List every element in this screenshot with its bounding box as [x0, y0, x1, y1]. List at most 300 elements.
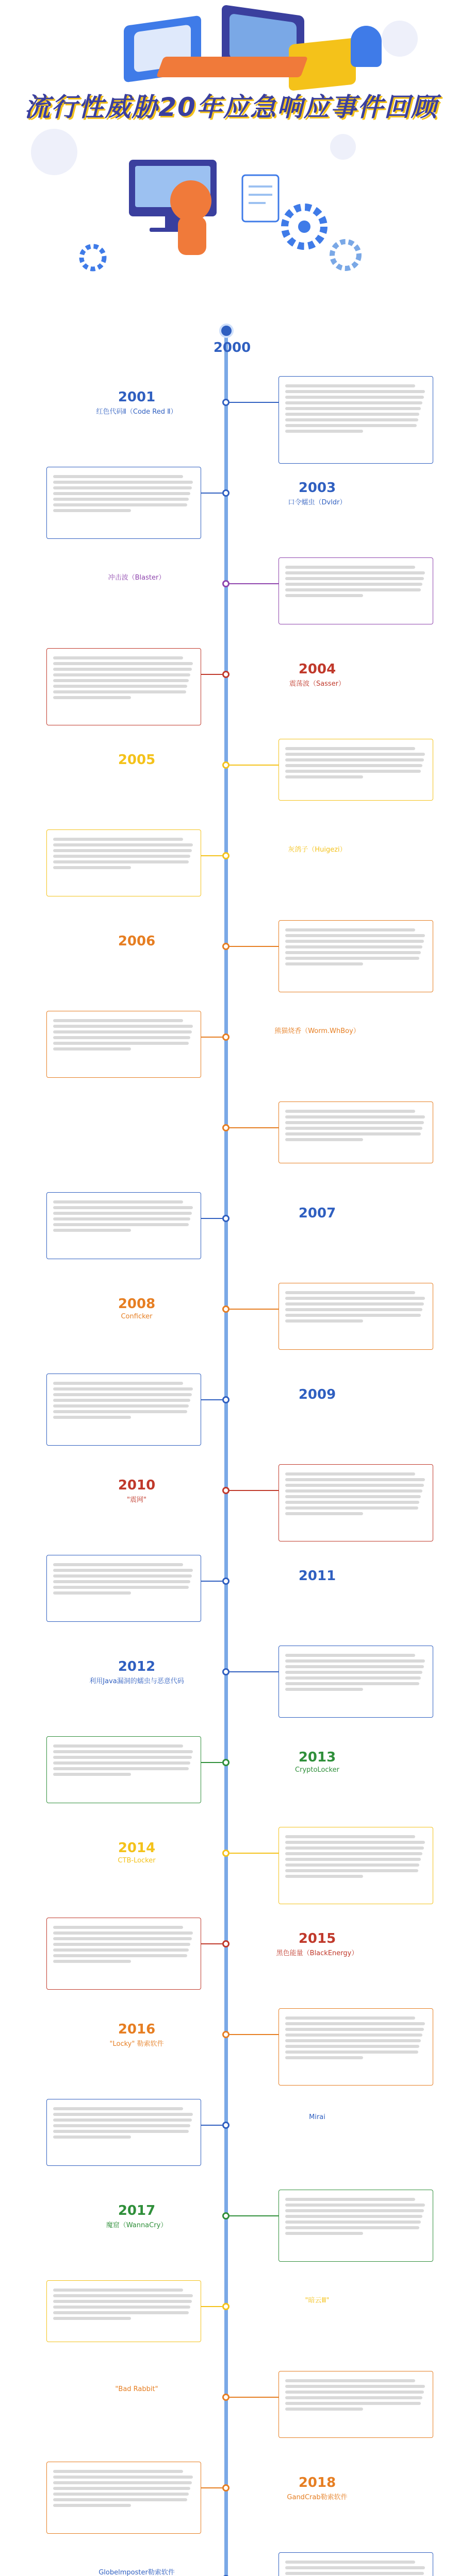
event-description-card	[46, 1736, 201, 1803]
timeline-node	[222, 1033, 230, 1041]
event-description-card	[278, 2371, 433, 2438]
timeline-connector	[201, 1943, 222, 1944]
card-text-line	[53, 1931, 193, 1935]
card-text-line	[285, 1846, 424, 1850]
card-text-line	[53, 2476, 193, 2479]
timeline-connector	[230, 2397, 278, 2398]
card-text-line	[53, 2294, 193, 2297]
timeline-node	[222, 1759, 230, 1766]
card-text-line	[285, 2391, 424, 2394]
card-text-line	[285, 2379, 415, 2382]
card-text-line	[53, 2130, 189, 2133]
card-text-line	[53, 1229, 131, 1232]
card-text-line	[285, 928, 415, 931]
event-year: 2014	[118, 1840, 156, 1856]
card-text-line	[53, 1025, 193, 1028]
card-text-line	[53, 679, 189, 682]
card-text-line	[53, 668, 192, 671]
card-text-line	[285, 1682, 419, 1685]
card-text-line	[53, 1586, 189, 1589]
card-text-line	[53, 2487, 190, 2490]
card-text-line	[53, 1410, 187, 1413]
timeline-node	[222, 852, 230, 859]
timeline-connector	[230, 1853, 278, 1854]
timeline-connector	[201, 2125, 222, 2126]
card-text-line	[285, 1121, 424, 1124]
event-description-card	[46, 829, 201, 896]
card-text-line	[285, 1665, 424, 1668]
card-text-line	[285, 1852, 422, 1855]
timeline-node	[222, 1940, 230, 1947]
card-text-line	[53, 486, 192, 489]
card-text-line	[285, 1110, 415, 1113]
event-description-card	[278, 1101, 433, 1163]
timeline-connector	[201, 855, 222, 856]
card-text-line	[285, 2209, 424, 2212]
timeline-connector	[201, 1218, 222, 1219]
event-description-card	[46, 2099, 201, 2166]
timeline-node	[222, 943, 230, 950]
timeline-node	[222, 1306, 230, 1313]
event-description-card	[278, 2008, 433, 2086]
timeline-connector	[230, 1671, 278, 1672]
card-text-line	[53, 1761, 190, 1765]
event-year: 2010	[118, 1478, 156, 1493]
card-text-line	[285, 396, 424, 399]
timeline-node	[222, 761, 230, 769]
card-text-line	[285, 1132, 421, 1136]
card-text-line	[53, 1744, 183, 1748]
event-year: 2013	[298, 1750, 336, 1765]
card-text-line	[285, 1688, 363, 1691]
event-name: "暗云Ⅲ"	[305, 2297, 330, 2304]
card-text-line	[285, 1654, 415, 1657]
event-name: 震荡波（Sasser）	[289, 680, 346, 688]
card-text-line	[53, 1404, 189, 1408]
event-year: 2018	[298, 2475, 336, 2490]
timeline-event-label	[62, 752, 211, 769]
timeline-event-label	[242, 662, 392, 688]
card-text-line	[285, 2385, 425, 2388]
card-text-line	[285, 1308, 422, 1311]
card-text-line	[285, 588, 421, 591]
card-text-line	[285, 2221, 421, 2224]
card-text-line	[285, 1875, 363, 1878]
event-description-card	[46, 467, 201, 539]
event-description-card	[46, 648, 201, 725]
document-icon	[242, 175, 278, 222]
event-name: 红色代码Ⅱ（Code Red Ⅱ）	[96, 408, 177, 416]
event-name: 冲击波（Blaster）	[108, 574, 166, 582]
timeline-connector	[230, 583, 278, 584]
event-year: 2001	[118, 389, 156, 405]
event-description-card	[46, 1374, 201, 1446]
timeline-event-label	[242, 1206, 392, 1222]
card-text-line	[53, 1937, 192, 1940]
gear-icon	[332, 242, 359, 268]
page-title: 流行性威胁20年应急响应事件回顾	[24, 92, 438, 122]
timeline-connector	[201, 1037, 222, 1038]
timeline-event-label	[62, 934, 211, 950]
card-text-line	[285, 2204, 425, 2207]
card-text-line	[53, 2300, 192, 2303]
card-text-line	[285, 945, 422, 948]
card-text-line	[285, 384, 415, 387]
timeline-connector	[230, 2034, 278, 2035]
event-name: "Bad Rabbit"	[115, 2385, 158, 2393]
timeline-event-label	[242, 1750, 392, 1774]
card-text-line	[53, 690, 186, 693]
card-text-line	[285, 940, 424, 943]
card-text-line	[53, 2107, 183, 2110]
event-description-card	[278, 557, 433, 624]
card-text-line	[285, 1835, 415, 1838]
card-text-line	[53, 1399, 190, 1402]
card-text-line	[285, 413, 419, 416]
card-text-line	[285, 1115, 425, 1118]
decorative-circle	[382, 21, 418, 57]
card-text-line	[285, 1297, 425, 1300]
card-text-line	[285, 2050, 418, 2054]
timeline-connector	[230, 1309, 278, 1310]
timeline-event-label	[62, 1478, 211, 1504]
timeline-event-label	[242, 480, 392, 506]
timeline-node	[222, 1396, 230, 1403]
card-text-line	[285, 2022, 425, 2025]
timeline-connector	[230, 946, 278, 947]
timeline-connector	[201, 674, 222, 675]
timeline-node	[222, 2303, 230, 2310]
card-text-line	[285, 1127, 422, 1130]
card-text-line	[53, 1042, 189, 1045]
card-text-line	[53, 1217, 190, 1221]
timeline-event-label	[62, 1840, 211, 1865]
timeline-node	[222, 489, 230, 497]
card-text-line	[53, 509, 131, 512]
timeline-node	[222, 2122, 230, 2129]
card-text-line	[53, 1948, 189, 1952]
event-name: Conficker	[121, 1313, 153, 1320]
card-text-line	[53, 1393, 192, 1396]
card-text-line	[53, 1563, 183, 1566]
event-name: 利用Java漏洞的蠕虫与恶意代码	[89, 1677, 184, 1685]
event-description-card	[278, 1646, 433, 1718]
event-description-card	[278, 1283, 433, 1350]
timeline-event-label	[62, 2566, 211, 2576]
card-text-line	[285, 2016, 415, 2020]
card-text-line	[285, 957, 419, 960]
event-description-card	[278, 2190, 433, 2262]
event-description-card	[278, 739, 433, 801]
card-text-line	[53, 1756, 192, 1759]
card-text-line	[285, 2408, 363, 2411]
timeline-connector	[230, 402, 278, 403]
card-text-line	[285, 2396, 422, 2399]
card-text-line	[53, 1030, 192, 1033]
card-text-line	[285, 1319, 363, 1323]
card-text-line	[285, 2561, 415, 2564]
gear-icon	[81, 246, 104, 269]
timeline-event-label	[62, 1115, 211, 1116]
event-description-card	[46, 2280, 201, 2342]
card-text-line	[53, 1212, 192, 1215]
card-text-line	[285, 1676, 421, 1680]
card-text-line	[53, 1750, 193, 1753]
shield-icon	[351, 26, 382, 67]
timeline-event-label	[62, 2384, 211, 2393]
card-text-line	[53, 492, 190, 495]
card-text-line	[53, 849, 192, 852]
event-description-card	[278, 1827, 433, 1904]
timeline-event-label	[62, 389, 211, 416]
card-text-line	[285, 1484, 424, 1487]
card-text-line	[285, 1858, 421, 1861]
card-text-line	[53, 2311, 189, 2314]
timeline-node	[222, 1124, 230, 1131]
card-text-line	[285, 1314, 421, 1317]
event-year: 2012	[118, 1659, 156, 1674]
event-year: 2016	[118, 2022, 156, 2037]
card-text-line	[53, 1580, 190, 1583]
card-text-line	[285, 2028, 424, 2031]
timeline-event-label	[62, 2203, 211, 2229]
card-text-line	[285, 753, 425, 756]
timeline-node	[222, 1668, 230, 1675]
timeline-node	[222, 1215, 230, 1222]
card-text-line	[53, 1200, 183, 1204]
event-description-card	[278, 1464, 433, 1541]
card-text-line	[53, 2493, 189, 2496]
card-text-line	[53, 2470, 183, 2473]
event-year: 2003	[298, 480, 336, 496]
timeline-event-label	[62, 1296, 211, 1320]
card-text-line	[53, 1960, 131, 1963]
card-text-line	[285, 934, 425, 937]
timeline-connector	[201, 1762, 222, 1763]
event-description-card	[46, 2462, 201, 2534]
card-text-line	[53, 1591, 131, 1595]
timeline-node	[222, 2212, 230, 2219]
card-text-line	[285, 770, 421, 773]
card-text-line	[53, 860, 189, 863]
card-text-line	[53, 2113, 193, 2116]
card-text-line	[285, 1869, 418, 1872]
card-text-line	[285, 1472, 415, 1476]
card-text-line	[53, 1574, 192, 1578]
timeline-event-label	[242, 1568, 392, 1585]
card-text-line	[285, 577, 424, 580]
event-description-card	[46, 1918, 201, 1990]
timeline-node	[222, 399, 230, 406]
card-text-line	[285, 775, 363, 778]
event-year: 2011	[298, 1568, 336, 1584]
keyboard-icon	[156, 57, 308, 77]
card-text-line	[53, 1206, 193, 1209]
card-text-line	[285, 2039, 421, 2042]
timeline-node	[222, 2031, 230, 2038]
card-text-line	[285, 594, 363, 597]
timeline-axis	[224, 330, 228, 2576]
card-text-line	[53, 2498, 187, 2501]
card-text-line	[53, 1773, 131, 1776]
card-text-line	[285, 1302, 424, 1306]
card-text-line	[53, 685, 187, 688]
card-text-line	[285, 1841, 425, 1844]
card-text-line	[53, 662, 193, 665]
card-text-line	[285, 1138, 363, 1141]
event-description-card	[46, 1555, 201, 1622]
event-name: 灰鸽子（Huigezi）	[288, 846, 347, 854]
card-text-line	[285, 1495, 421, 1498]
card-text-line	[53, 838, 183, 841]
card-text-line	[285, 1489, 422, 1493]
card-text-line	[53, 1767, 189, 1770]
timeline-node	[222, 2484, 230, 2492]
card-text-line	[53, 1382, 183, 1385]
card-text-line	[53, 843, 193, 846]
event-name: GandCrab勒索软件	[287, 2494, 348, 2501]
card-text-line	[285, 962, 363, 965]
card-text-line	[53, 475, 183, 478]
person-icon	[170, 180, 211, 222]
event-year: 2008	[118, 1296, 156, 1312]
card-text-line	[285, 430, 363, 433]
card-text-line	[53, 503, 187, 506]
card-text-line	[285, 390, 425, 393]
card-text-line	[53, 855, 190, 858]
event-name: CTB-Locker	[118, 1857, 156, 1865]
timeline-event-label	[62, 2022, 211, 2048]
card-text-line	[285, 951, 421, 954]
event-description-card	[278, 376, 433, 464]
event-name: CryptoLocker	[295, 1766, 339, 1774]
timeline-start-dot	[219, 324, 234, 338]
card-text-line	[285, 424, 417, 427]
card-text-line	[53, 2317, 131, 2320]
timeline-connector	[230, 1490, 278, 1491]
card-text-line	[285, 583, 422, 586]
card-text-line	[285, 1659, 425, 1663]
card-text-line	[53, 1954, 187, 1957]
card-text-line	[285, 2033, 422, 2037]
card-text-line	[285, 2402, 421, 2405]
card-text-line	[53, 2119, 192, 2122]
timeline-node	[222, 1850, 230, 1857]
event-description-card	[46, 1192, 201, 1259]
timeline-event-label	[62, 571, 211, 582]
event-name: Mirai	[309, 2113, 325, 2121]
card-text-line	[285, 418, 418, 421]
event-year: 2017	[118, 2203, 156, 2218]
card-text-line	[53, 498, 189, 501]
card-text-line	[285, 2215, 422, 2218]
event-name: 熊猫烧香（Worm.WhBoy）	[274, 1027, 360, 1035]
card-text-line	[53, 1387, 193, 1391]
card-text-line	[53, 2504, 131, 2507]
card-text-line	[53, 481, 193, 484]
card-text-line	[285, 1512, 363, 1515]
card-text-line	[53, 1036, 190, 1039]
timeline-connector	[230, 765, 278, 766]
card-text-line	[285, 2045, 419, 2048]
timeline-connector	[201, 2487, 222, 2488]
event-name: 口令蠕虫（Dvldr）	[288, 499, 347, 506]
card-text-line	[285, 2566, 425, 2569]
timeline-node	[222, 1487, 230, 1494]
card-text-line	[285, 407, 421, 410]
timeline-start-year: 2000	[213, 340, 251, 355]
timeline-node	[222, 580, 230, 587]
card-text-line	[285, 764, 422, 767]
timeline-node	[222, 2394, 230, 2401]
card-text-line	[53, 1223, 189, 1226]
card-text-line	[53, 673, 190, 676]
event-name: 魔窟（WannaCry）	[106, 2222, 168, 2229]
event-name: "震网"	[127, 1496, 146, 1504]
card-text-line	[53, 1019, 183, 1022]
card-text-line	[285, 1863, 419, 1867]
card-text-line	[285, 1478, 425, 1481]
timeline-connector	[201, 493, 222, 494]
event-year: 2009	[298, 1387, 336, 1402]
event-year: 2005	[118, 752, 156, 768]
timeline-event-label	[242, 1387, 392, 1403]
event-description-card	[278, 2552, 433, 2576]
card-text-line	[53, 1943, 190, 1946]
timeline-event-label	[242, 843, 392, 854]
card-text-line	[285, 1671, 422, 1674]
event-year: 2015	[298, 1931, 336, 1946]
event-name: Globelmposter勒索软件	[99, 2569, 175, 2576]
card-text-line	[285, 747, 415, 750]
card-text-line	[53, 656, 183, 659]
card-text-line	[53, 1926, 183, 1929]
card-text-line	[53, 866, 131, 869]
card-text-line	[285, 2226, 419, 2229]
card-text-line	[285, 2232, 363, 2235]
card-text-line	[53, 1569, 193, 1572]
event-description-card	[46, 1011, 201, 1078]
card-text-line	[285, 2572, 424, 2575]
timeline-connector	[201, 2306, 222, 2307]
card-text-line	[285, 566, 415, 569]
card-text-line	[285, 571, 425, 574]
card-text-line	[285, 401, 422, 404]
event-description-card	[278, 920, 433, 992]
card-text-line	[53, 1416, 131, 1419]
timeline-connector	[201, 1399, 222, 1400]
timeline-event-label	[242, 1024, 392, 1035]
card-text-line	[53, 2306, 190, 2309]
event-name: "Locky" 勒索软件	[109, 2040, 164, 2048]
card-text-line	[53, 2136, 131, 2139]
card-text-line	[53, 696, 131, 699]
timeline-connector	[201, 1581, 222, 1582]
timeline-event-label	[242, 2294, 392, 2304]
card-text-line	[53, 2289, 183, 2292]
timeline-event-label	[242, 1931, 392, 1957]
timeline-node	[222, 1578, 230, 1585]
timeline-event-label	[242, 2112, 392, 2121]
card-text-line	[285, 1501, 419, 1504]
event-year: 2006	[118, 934, 156, 949]
event-year: 2007	[298, 1206, 336, 1221]
card-text-line	[285, 758, 424, 761]
card-text-line	[285, 2198, 415, 2201]
hero-bottom-illustration	[57, 139, 397, 294]
card-text-line	[53, 1047, 131, 1050]
card-text-line	[285, 1291, 415, 1294]
